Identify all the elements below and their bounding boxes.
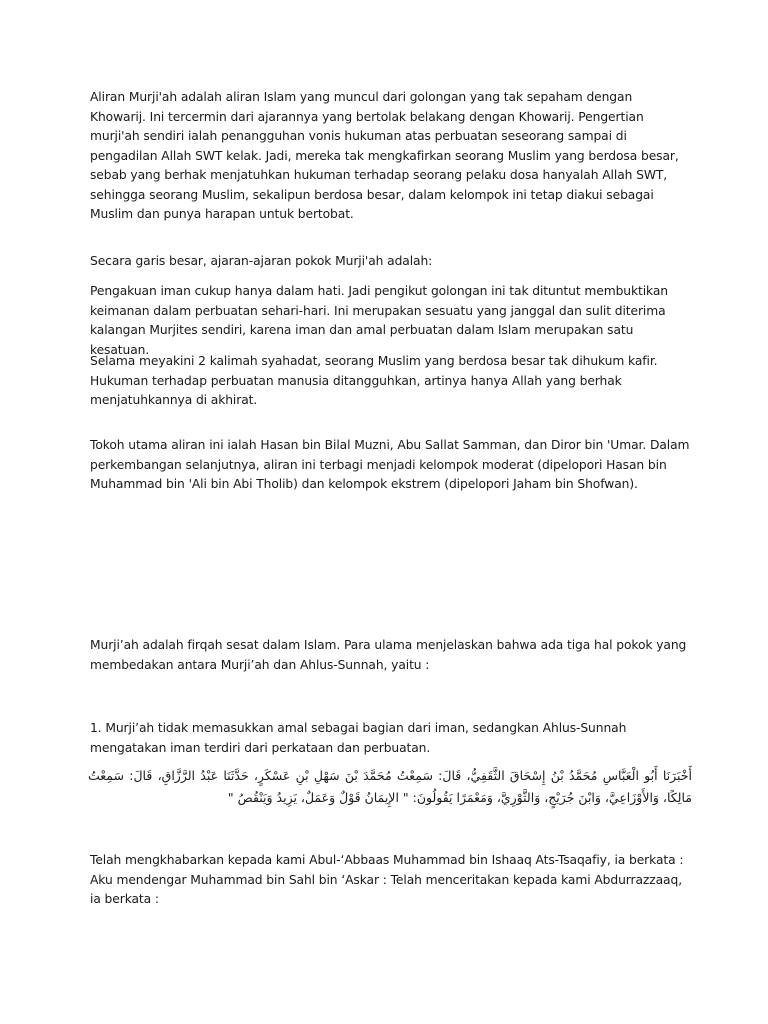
paragraph-deviant-sect: Murji’ah adalah firqah sesat dalam Islam. Para ulama menjelaskan bahwa ada tiga hal pokok yang membedakan antara Murji’ah dan Ahlus-Sunnah, yaitu : xyxy=(90,638,687,672)
arabic-hadith-text: أَخْبَرَنَا أَبُو الْعَبَّاسِ مُحَمَّدُ بْنُ إِسْحَاقَ الثَّقَفِيُّ، قَالَ: سَمِعْتُ مُحَمَّدَ بْنَ سَهْلِ بْنِ عَسْكَرٍ، حَدَّثَنَا عَبْدُ الرَّزَّاقِ، قَالَ: سَمِعْتُ مَالِكًا، وَالأَوْزَاعِيَّ، وَابْنَ جُرَيْجٍ، وَالثَّوْرِيَّ، وَمَعْمَرًا يَقُولُونَ: " الإِيمَانُ قَوْلٌ وَعَمَلٌ، يَزِيدُ وَيَنْقُصُ " xyxy=(88,768,692,805)
paragraph-main-figures: Tokoh utama aliran ini ialah Hasan bin Bilal Muzni, Abu Sallat Samman, dan Diror bin 'Umar. Dalam perkembangan selanjutnya, aliran ini terbagi menjadi kelompok moderat (dipelopori Hasan bin Muhammad bin 'Ali bin Abi Tholib) dan kelompok ekstrem (dipelopori Jaham bin Shofwan). xyxy=(90,438,690,491)
paragraph-syahadat: Selama meyakini 2 kalimah syahadat, seorang Muslim yang berdosa besar tak dihukum kafir. Hukuman terhadap perbuatan manusia ditangguhkan, artinya hanya Allah yang berhak menjatuhkannya di akhirat. xyxy=(90,354,658,407)
paragraph-faith-in-heart: Pengakuan iman cukup hanya dalam hati. Jadi pengikut golongan ini tak dituntut membuktikan keimanan dalam perbuatan sehari-hari. Ini merupakan sesuatu yang janggal dan sulit diterima kalangan Murjites sendiri, karena iman dan amal perbuatan dalam Islam merupakan satu kesatuan. xyxy=(90,284,668,357)
paragraph-hadith-translation: Telah mengkhabarkan kepada kami Abul-‘Abbaas Muhammad bin Ishaaq Ats-Tsaqafiy, ia berkata : Aku mendengar Muhammad bin Sahl bin ‘Askar : Telah menceritakan kepada kami Abdurrazzaaq, ia berkata : xyxy=(90,853,684,906)
paragraph-teachings-heading: Secara garis besar, ajaran-ajaran pokok Murji'ah adalah: xyxy=(90,254,433,268)
paragraph-murjiah-intro: Aliran Murji'ah adalah aliran Islam yang muncul dari golongan yang tak sepaham dengan Khowarij. Ini tercermin dari ajarannya yang bertolak belakang dengan Khowarij. Pengertian murji'ah sendiri ialah penangguhan vonis hukuman atas perbuatan seseorang sampai di pengadilan Allah SWT kelak. Jadi, mereka tak mengkafirkan seorang Muslim yang berdosa besar, sebab yang berhak menjatuhkan hukuman terhadap seorang pelaku dosa hanyalah Allah SWT, sehingga seorang Muslim, sekalipun berdosa besar, dalam kelompok ini tetap diakui sebagai Muslim dan punya harapan untuk bertobat. xyxy=(90,90,679,221)
paragraph-point-one: 1. Murji’ah tidak memasukkan amal sebagai bagian dari iman, sedangkan Ahlus-Sunnah mengatakan iman terdiri dari perkataan dan perbuatan. xyxy=(90,721,627,755)
